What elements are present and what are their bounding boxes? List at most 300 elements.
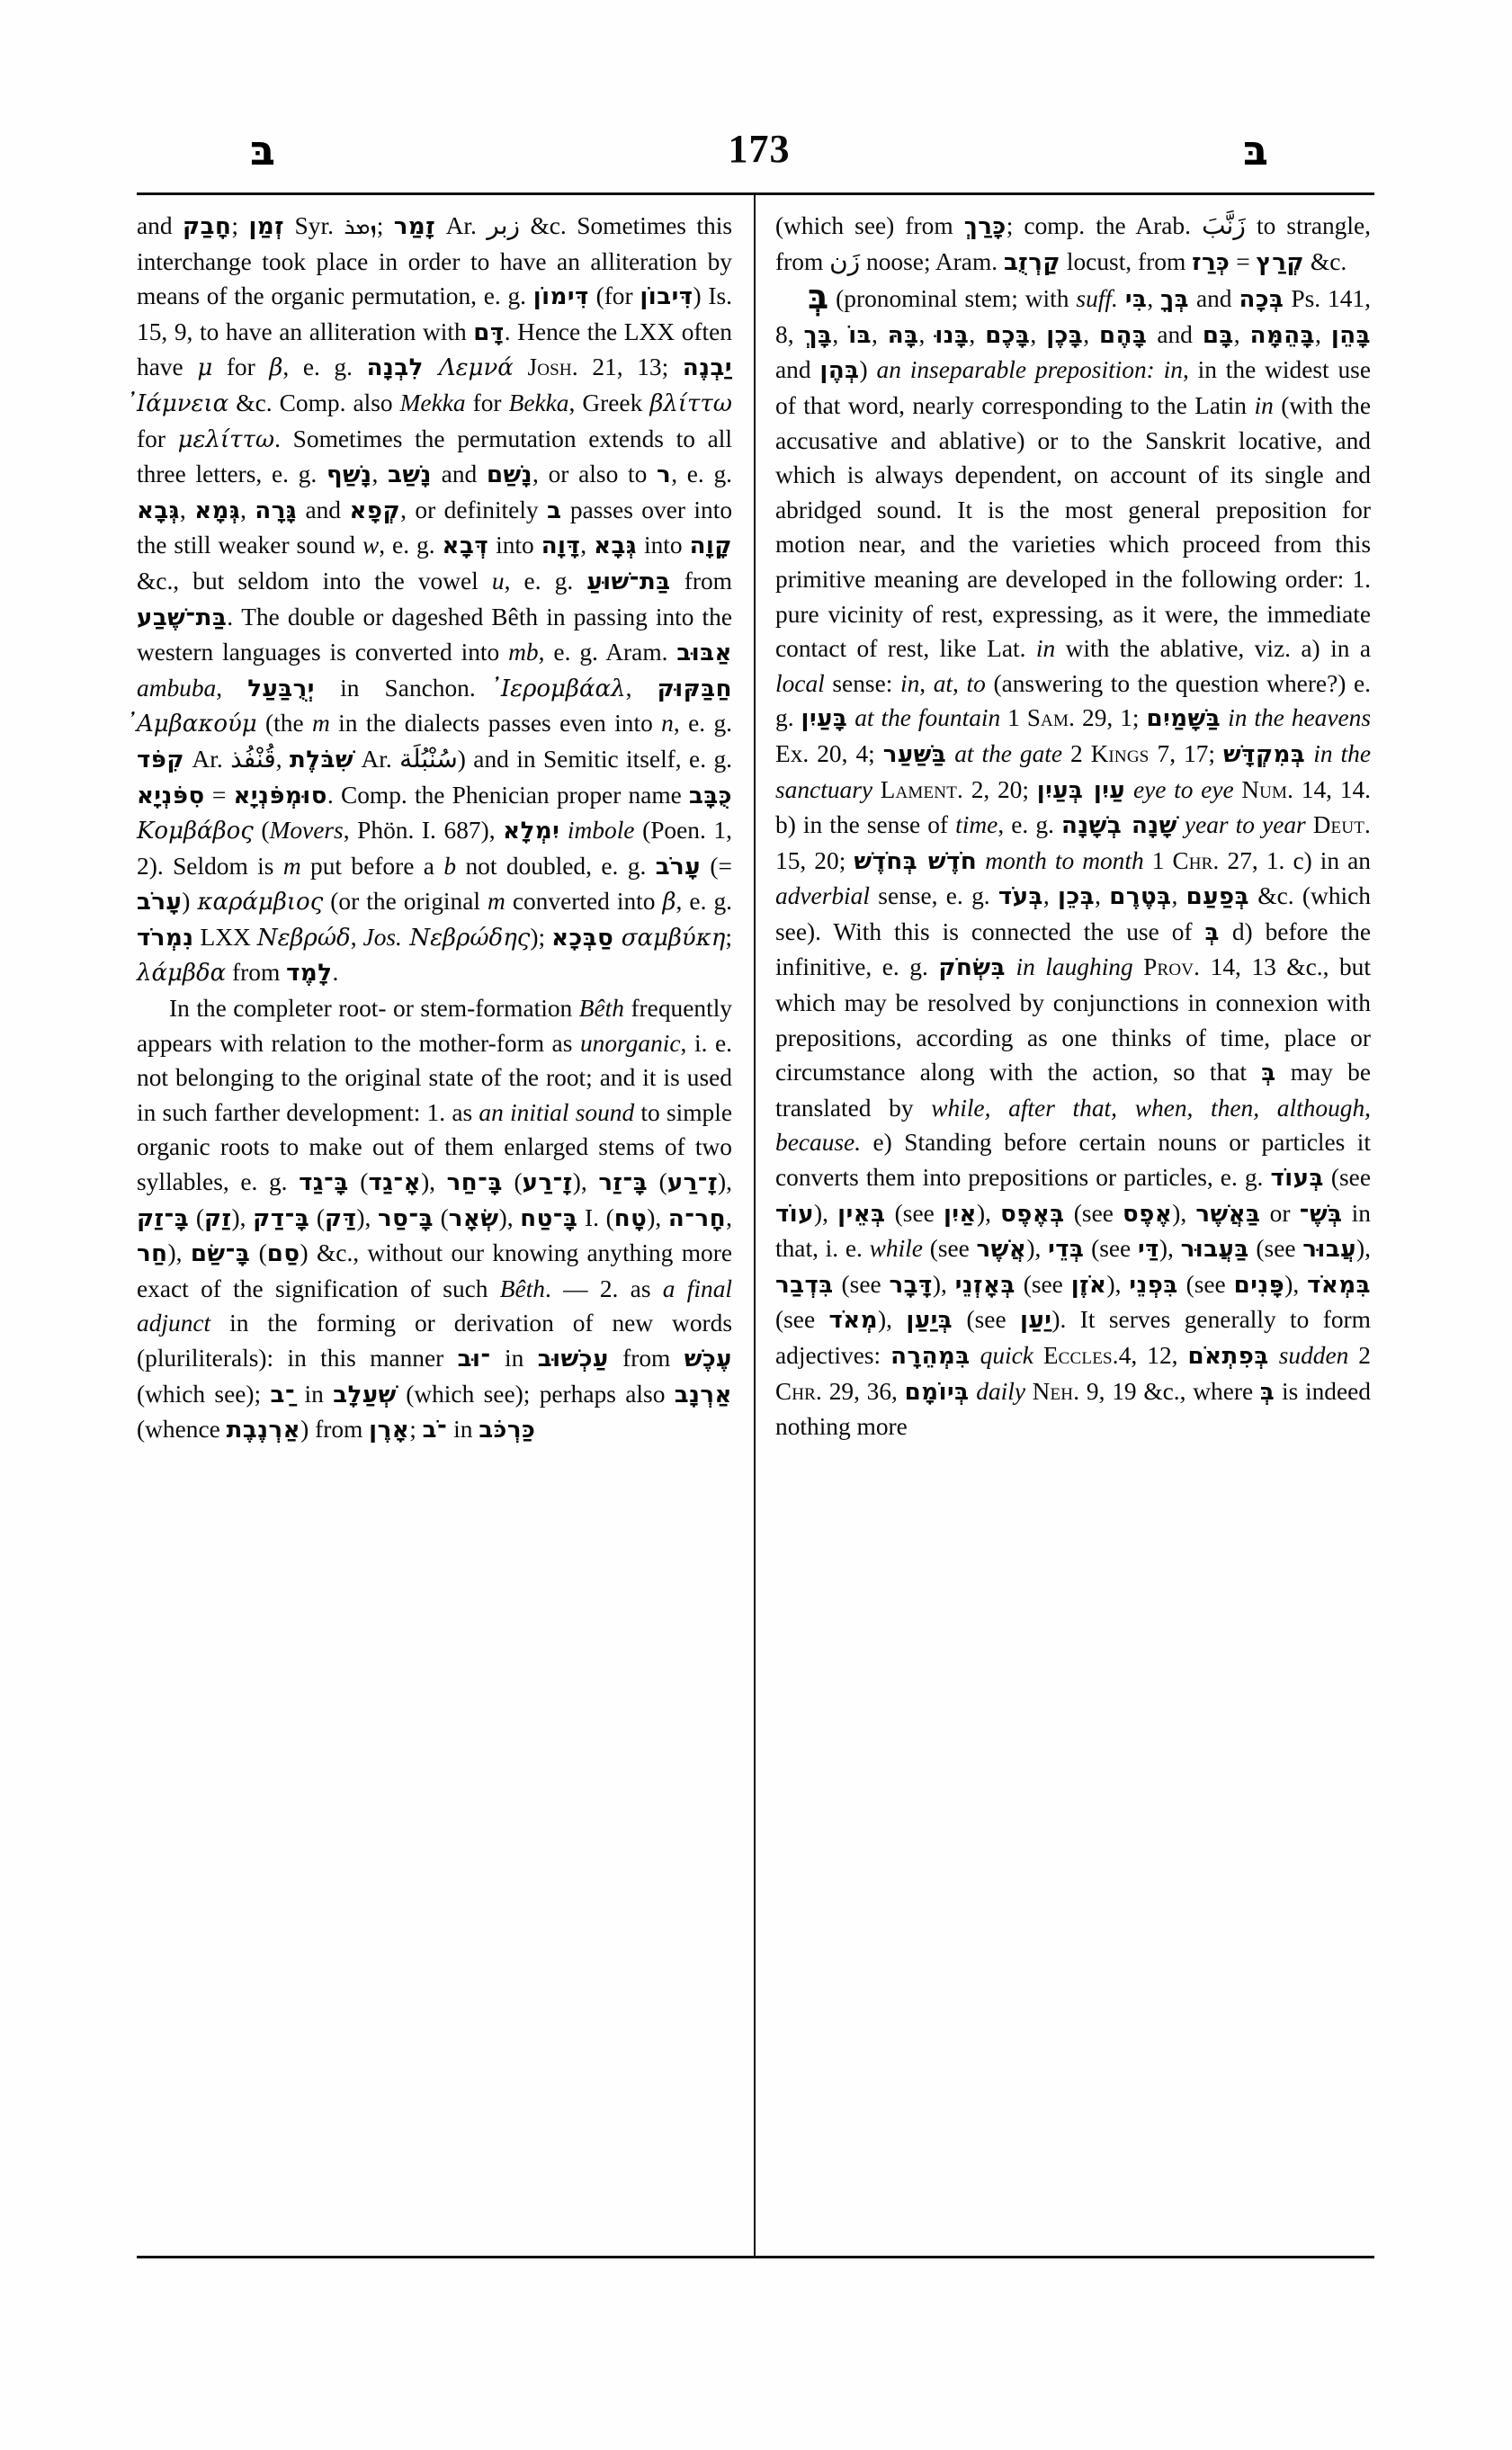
text-run: (see <box>833 1270 890 1298</box>
text-run: and <box>775 356 820 384</box>
text-run: ( <box>253 817 270 845</box>
hebrew-word: בָּהֵן <box>1330 321 1371 349</box>
para-continuation <box>775 209 1371 280</box>
hebrew-word: בִּמְאֹד <box>1307 1271 1371 1299</box>
text-run: put before a <box>300 852 444 880</box>
rule-bottom <box>137 2256 1374 2258</box>
text-run: d) before the infinitive, e. g. <box>775 917 1371 981</box>
hebrew-word: בִּשְׂחֹק <box>938 954 1006 982</box>
text-run: ), <box>572 1168 599 1196</box>
hebrew-word: בְּיַעַן <box>906 1307 953 1335</box>
italic-run: at the gate <box>946 739 1063 767</box>
text-run: . — 2. as <box>545 1274 663 1302</box>
hebrew-word: בָּכֶן <box>1046 321 1084 349</box>
hebrew-word: בְּעוֹד <box>1270 1165 1324 1193</box>
italic-run: w <box>362 532 380 559</box>
italic-run: mb <box>508 639 539 666</box>
italic-run: u <box>491 567 505 595</box>
hebrew-word: יִמְלָא <box>503 818 560 845</box>
text-run: ), <box>647 1203 668 1231</box>
reference-run: Lament. <box>880 775 963 803</box>
greek-word: λάμβδα <box>137 960 227 988</box>
hebrew-word: בְּךָ <box>1160 286 1189 314</box>
text-run <box>1118 285 1125 312</box>
text-run: . The double or dageshed Bêth in passing into the western languages is converted into <box>137 603 732 666</box>
hebrew-word: בָּ־זַר <box>598 1169 649 1197</box>
hebrew-word: בְּאֵין <box>837 1200 886 1228</box>
text-run: Ar. <box>353 745 400 773</box>
text-run: ; <box>409 1416 423 1444</box>
text-run: ) <box>182 888 198 916</box>
italic-run: in the sanctuary <box>775 739 1371 803</box>
text-run: , <box>179 496 195 523</box>
hebrew-word: בְּ <box>1204 918 1220 946</box>
hebrew-word: סִפֹּנְיָא <box>137 782 205 809</box>
text-run: ), <box>1159 1235 1181 1263</box>
hebrew-word: עֲבוּר <box>1302 1236 1356 1264</box>
greek-word: ̓Αμβακούμ <box>137 711 257 738</box>
para-interchange <box>137 209 732 991</box>
hebrew-word: שִׁבֹּלֶת <box>290 746 354 773</box>
text-run: , e. g. <box>998 811 1061 839</box>
text-run: 7, 17; <box>1149 739 1223 767</box>
text-run: , <box>919 669 934 697</box>
hebrew-word: קְפָא <box>349 496 401 524</box>
hebrew-word: קָוָה <box>689 532 732 560</box>
hebrew-word: טָח <box>613 1204 648 1232</box>
text-run: 2 <box>1348 1342 1371 1369</box>
text-run: for <box>212 353 270 381</box>
entry-beth-preposition <box>775 277 1372 1444</box>
hebrew-word: בִּמְהֵרָה <box>890 1343 971 1370</box>
page-number: 173 <box>728 127 791 171</box>
text-run <box>1306 811 1313 838</box>
text-run: Ps. 141, 8, <box>775 285 1371 348</box>
hebrew-word: ־ַב <box>270 1381 296 1408</box>
italic-run: imbole <box>559 817 635 845</box>
text-run: in <box>295 1380 334 1408</box>
hebrew-word: עָרֹב <box>137 889 183 917</box>
hebrew-word: אַרְנֶבֶת <box>226 1417 301 1444</box>
hebrew-word: חָר־ה <box>667 1204 727 1232</box>
reference-run: Kings <box>1090 739 1150 767</box>
text-run: 1 <box>1000 704 1027 732</box>
text-run: ), <box>1172 1199 1196 1227</box>
hebrew-word: עֶכֶשׁ <box>684 1346 732 1373</box>
italic-run: month to month <box>977 846 1144 874</box>
hebrew-word: אַבּוּב <box>676 639 732 667</box>
hebrew-word: בְּדֵי <box>1048 1236 1085 1264</box>
text-run: in that, i. e. <box>775 1199 1371 1263</box>
text-run: 4, 12, <box>1118 1342 1188 1369</box>
hebrew-word: נִמְרֹד <box>137 924 194 952</box>
hebrew-word: אָרֶן <box>369 1417 410 1444</box>
text-run: (see <box>922 1235 977 1263</box>
text-run: e) Standing before certain nouns or particles it converts them into prepositions or particles, e. g. <box>775 1129 1371 1192</box>
text-run: ), <box>932 1270 955 1298</box>
text-run <box>1033 1342 1043 1369</box>
italic-run: eye to eye <box>1125 775 1234 803</box>
text-run: or <box>1260 1199 1300 1227</box>
text-run: (whence <box>137 1416 227 1444</box>
entry-headword: בְּ <box>808 277 829 317</box>
italic-run: Bekka <box>508 389 569 416</box>
text-run: into <box>488 532 541 559</box>
italic-run: suff. <box>1076 285 1118 313</box>
hebrew-word: בִּי <box>1124 286 1148 314</box>
hebrew-word: זָ־רַע <box>667 1169 718 1197</box>
text-run: locust, from <box>1060 247 1193 275</box>
hebrew-word: אָ־גַד <box>368 1169 422 1197</box>
text-run: , <box>580 532 595 559</box>
italic-run: Jos. <box>362 923 402 951</box>
text-run: ), <box>814 1199 838 1227</box>
text-run: 1 <box>1143 846 1173 874</box>
text-run: from <box>226 959 287 987</box>
greek-word: ̓Ιάμνεια <box>137 389 229 417</box>
text-run: Ar. <box>184 745 231 773</box>
text-run: = <box>204 781 234 809</box>
text-run: 2, 20; <box>962 775 1037 803</box>
text-run: frequently appears with relation to the mother-form as <box>137 995 732 1057</box>
text-run: , e. g. <box>282 353 367 381</box>
arabic-word: زَن <box>829 246 861 276</box>
hebrew-word: בִּפְנֵי <box>1129 1271 1178 1299</box>
reference-run: Num. <box>1241 775 1294 803</box>
text-run: , <box>1315 320 1331 348</box>
syriac-word: ܙܡܪ <box>344 213 377 239</box>
hebrew-word: בָּהּ <box>887 321 919 349</box>
text-run: sense, e. g. <box>869 882 998 910</box>
text-run: , e. g. <box>504 567 587 595</box>
italic-run: sudden <box>1268 1342 1349 1369</box>
italic-run: in the heavens <box>1221 704 1372 732</box>
text-run: , <box>1095 882 1110 910</box>
text-run: in the dialects passes even into <box>329 710 662 738</box>
text-run: into <box>637 532 690 559</box>
text-run: , e. g. Aram. <box>538 639 677 666</box>
arabic-word: قُنْفُذ <box>230 743 276 773</box>
text-run: , i. e. not belonging to the original state of the root; and it is used in such farther development: 1. as <box>137 1029 732 1126</box>
hebrew-word: בְּמִקְדָּשׁ <box>1222 740 1306 768</box>
hebrew-word: בְּ <box>1259 1378 1275 1406</box>
text-run: ) &c., without our knowing anything more exact of the signification of such <box>137 1239 732 1302</box>
text-run: . Sometimes the permutation extends to all three letters, e. g. <box>137 425 732 488</box>
greek-word: Νεβρώδ <box>256 924 351 952</box>
italic-run: in <box>1254 391 1274 419</box>
hebrew-word: בַּאֲשֶׁר <box>1195 1200 1261 1228</box>
text-run: (which see) from <box>775 212 964 239</box>
hebrew-word: סַבְּכָא <box>551 924 614 952</box>
hebrew-word: גְּמָא <box>194 496 241 524</box>
hebrew-word: בָּ־שַׂם <box>190 1240 251 1268</box>
italic-run: to <box>966 669 986 697</box>
text-run: ), <box>717 1168 732 1196</box>
text-run: , <box>918 320 935 348</box>
text-run: Ex. 20, 4; <box>775 739 883 767</box>
hebrew-word: פָּנִים <box>1233 1271 1285 1299</box>
text-run: is indeed nothing more <box>775 1377 1371 1441</box>
greek-word: ̓Ιερομβάαλ <box>500 675 626 702</box>
hebrew-word: קִפֹּד <box>137 746 185 773</box>
italic-run: Mekka <box>399 389 466 416</box>
hebrew-word: בָּכֶם <box>985 321 1031 349</box>
text-run: ), <box>1355 1235 1371 1263</box>
text-run: Ar. <box>435 212 488 239</box>
italic-run: m <box>282 852 301 880</box>
italic-run: m <box>488 888 505 916</box>
greek-word: Λεμνά <box>423 354 514 382</box>
text-run: ), <box>976 1199 1001 1227</box>
text-run: (see <box>1248 1235 1303 1263</box>
text-run: (Poen. 1, 2). Seldom is <box>137 817 732 880</box>
hebrew-word: זַק <box>203 1204 232 1232</box>
text-run: may be translated by <box>775 1059 1371 1122</box>
text-run: , <box>625 674 658 702</box>
text-run: ), <box>231 1203 254 1231</box>
text-run: to simple organic roots to make out of them enlarged stems of two syllables, e. g. <box>137 1098 733 1196</box>
hebrew-word: זָמַר <box>393 213 436 240</box>
text-run: ), <box>498 1203 521 1231</box>
text-run: (pronominal stem; with <box>828 285 1077 313</box>
hebrew-word: סוּמְפֹּנְיָא <box>233 782 327 809</box>
reference-run: Chr. <box>1172 846 1220 874</box>
hebrew-word: נָשַׁם <box>486 461 533 489</box>
hebrew-word: בָּ־טַח <box>520 1204 578 1232</box>
greek-word: μελίττω <box>177 425 275 453</box>
text-run <box>1025 1378 1033 1405</box>
text-run: (see <box>1084 1235 1138 1263</box>
hebrew-word: בָּם <box>1202 321 1234 349</box>
text-run: . <box>332 959 339 987</box>
text-run: , <box>726 1203 732 1231</box>
column-left <box>137 209 732 1448</box>
text-run: , e. g. <box>671 460 733 488</box>
text-run: , <box>1171 882 1186 910</box>
text-run: for <box>465 389 509 416</box>
text-run: ), <box>1284 1270 1308 1298</box>
text-run: , e. g. <box>673 710 733 738</box>
reference-run: Sam. <box>1026 704 1076 732</box>
italic-run: at <box>933 669 953 697</box>
text-run: passes over into the still weaker sound <box>137 496 733 559</box>
italic-run: n <box>661 710 674 738</box>
hebrew-word: דַּק <box>324 1204 357 1232</box>
hebrew-word: בָּ־זַק <box>137 1204 190 1232</box>
hebrew-word: בְּשֶׁ־ <box>1299 1200 1343 1228</box>
text-run: (with the accusative and ablative) or to the Sanskrit locative, and which is always dependent, on account of its single and abridged sound. It is the most general preposition for motion near, and the varieties which proceed from this primitive meaning are developed in the following order: 1. pure vicinity of rest, expressing, as it were, the immediate contact of rest, like Lat. <box>775 391 1371 663</box>
hebrew-word: בָּ־חַר <box>446 1169 503 1197</box>
text-run: . Hence the LXX often have <box>137 317 732 381</box>
arabic-word: سُنْبُلَة <box>399 743 458 773</box>
italic-run: in <box>1035 635 1056 663</box>
text-run: ( <box>189 1203 204 1231</box>
reference-run: Josh. <box>513 353 578 381</box>
hebrew-word: זְמַן <box>248 213 285 240</box>
text-run: 29, 1; <box>1075 704 1147 732</box>
italic-run: b <box>443 852 457 880</box>
text-run: ), <box>167 1239 191 1267</box>
text-run: noose; Aram. <box>860 247 1004 275</box>
hebrew-word: גְּבָא <box>137 496 180 524</box>
hebrew-word: חֹדֶשׁ בְּחֹדֶשׁ <box>854 847 978 875</box>
hebrew-word: דִּימוֹן <box>532 283 589 311</box>
italic-run: ambuba <box>137 674 217 702</box>
text-run: (see <box>1064 1199 1123 1227</box>
running-head-letter-left: בּ <box>250 126 276 174</box>
hebrew-word: בְּפַעַם <box>1185 883 1249 911</box>
text-run: ), <box>421 1168 447 1196</box>
greek-word: μ <box>197 354 213 382</box>
italic-run: time <box>955 811 998 839</box>
hebrew-word: יַבְנֶה <box>682 354 732 382</box>
text-run: , <box>1233 320 1250 348</box>
hebrew-word: עַיִן בְּעַיִן <box>1036 776 1126 804</box>
text-run: with the ablative, viz. a) in a <box>1055 635 1371 663</box>
text-run: (for <box>588 282 640 310</box>
text-run: ) Is. 15, 9, to have an alliteration with <box>137 282 732 345</box>
hebrew-word: סַם <box>266 1240 300 1268</box>
hebrew-word: דָּם <box>473 318 505 346</box>
italic-run: Movers <box>269 817 344 845</box>
text-run: &c. Sometimes this interchange took place in order to have an alliteration by means of the organic permutation, e. g. <box>137 212 732 310</box>
hebrew-word: בְּטֶרֶם <box>1109 883 1172 911</box>
text-run: ), <box>878 1306 907 1334</box>
text-run: ; <box>376 212 394 239</box>
text-run: , <box>969 320 986 348</box>
text-run: sense: <box>824 669 900 697</box>
italic-run: in <box>899 669 920 697</box>
text-run: and <box>1147 320 1203 348</box>
greek-word: σαμβύκη <box>613 924 726 952</box>
text-run: ( <box>309 1203 325 1231</box>
italic-run: in laughing <box>1005 953 1133 981</box>
text-run: , <box>871 320 888 348</box>
text-run: I. ( <box>577 1203 614 1231</box>
greek-word: β <box>662 889 676 917</box>
text-run: , or definitely <box>400 496 548 523</box>
text-run: and <box>1189 285 1239 313</box>
text-run: 27, 1. c) in an <box>1219 846 1372 874</box>
greek-word: καράμβιος <box>197 889 324 917</box>
hebrew-word: זָ־רַע <box>522 1169 573 1197</box>
greek-word: Νεβρώδης <box>401 924 531 952</box>
hebrew-word: יַעַן <box>1020 1307 1052 1335</box>
reference-run: Prov. <box>1143 953 1201 981</box>
hebrew-word: בַּעֲבוּר <box>1180 1236 1249 1264</box>
text-run: 15, 20; <box>775 846 854 874</box>
hebrew-word: כֻּבָּב <box>689 782 732 809</box>
text-run: in <box>447 1416 479 1444</box>
italic-run: daily <box>969 1377 1026 1405</box>
text-run: , <box>1042 882 1059 910</box>
text-run: ( <box>250 1239 267 1267</box>
text-run: ), <box>356 1203 379 1231</box>
hebrew-word: בְּכֵן <box>1058 883 1096 911</box>
hebrew-word: דִּיבוֹן <box>640 283 693 311</box>
hebrew-word: שְׂאָר <box>448 1204 499 1232</box>
italic-run: Bêth <box>578 995 624 1023</box>
greek-word: βλίττω <box>649 389 732 417</box>
text-run: ; <box>231 212 249 239</box>
hebrew-word: לָמֶד <box>286 960 333 988</box>
hebrew-word: כַּרְכֹּב <box>479 1417 536 1444</box>
hebrew-word: ־וּב <box>457 1346 491 1373</box>
arabic-word: زبر <box>487 210 521 240</box>
hebrew-word: יְרֻבַּעַל <box>247 675 315 702</box>
hebrew-word: גָּרָה <box>255 496 297 524</box>
hebrew-word: בִּדְבַר <box>775 1271 834 1299</box>
hebrew-word: חַבַּקּוּק <box>657 675 732 702</box>
running-head <box>135 106 1376 174</box>
text-run: , <box>350 923 363 951</box>
hebrew-word: בָּ־סַר <box>378 1204 434 1232</box>
hebrew-word: בָּהֶם <box>1099 321 1148 349</box>
text-run: &c. (which see). With this is connected the use of <box>775 882 1371 945</box>
hebrew-word: בַּת־שׁוּעַ <box>586 568 671 595</box>
text-run: not doubled, e. g. <box>456 852 656 880</box>
text-run: ; comp. the Arab. <box>1006 212 1203 239</box>
hebrew-word: בָּהֵמָּה <box>1249 321 1316 349</box>
text-run: (see <box>885 1199 944 1227</box>
text-run: (see <box>1015 1270 1071 1298</box>
text-run: In the completer root- or stem-formation <box>169 995 579 1023</box>
hebrew-word: גְּבָא <box>594 532 637 560</box>
rule-top <box>137 192 1374 195</box>
text-run: = <box>1230 247 1257 275</box>
italic-run: unorganic <box>579 1029 681 1057</box>
text-run: , <box>832 320 849 348</box>
text-run: (see <box>1177 1270 1234 1298</box>
hebrew-word: מְאֹד <box>828 1307 879 1335</box>
text-run: (which see); <box>137 1380 271 1408</box>
column-right <box>775 209 1371 1444</box>
text-run: from <box>608 1345 684 1372</box>
hebrew-word: בְּיוֹמָם <box>904 1378 970 1406</box>
hebrew-word: בְּאֶפֶס <box>1000 1200 1065 1228</box>
italic-run: while <box>869 1235 923 1263</box>
hebrew-word: אַרְנָב <box>674 1381 732 1408</box>
hebrew-word: נָשַׁף <box>326 461 372 489</box>
text-run: (which see); perhaps also <box>396 1380 675 1408</box>
italic-run: an inseparable preposition: in <box>876 356 1183 384</box>
text-run: ( <box>434 1203 449 1231</box>
text-run: ) and in Semitic itself, e. g. <box>457 745 732 773</box>
hebrew-word: עוֹד <box>775 1200 815 1228</box>
hebrew-word: בָּעַיִן <box>801 705 848 733</box>
hebrew-word: כָּרַךְ <box>963 213 1007 240</box>
hebrew-word: אַיִן <box>943 1200 977 1228</box>
text-run: , e. g. <box>675 888 732 916</box>
text-run: , <box>1030 320 1047 348</box>
text-run: ) <box>859 356 877 384</box>
hebrew-word: כְּרַז <box>1192 248 1230 276</box>
hebrew-word: דַּי <box>1137 1236 1159 1264</box>
text-run: ). It serves generally to form adjectives: <box>775 1306 1371 1369</box>
text-run: in the forming or derivation of new words (pluriliterals): in this manner <box>137 1310 732 1372</box>
italic-run: adverbial <box>775 882 870 910</box>
text-run: 29, 36, <box>821 1377 905 1405</box>
text-run: ); <box>530 923 552 951</box>
text-run: , <box>953 669 967 697</box>
text-run: ( <box>348 1168 369 1196</box>
text-run: (see <box>953 1306 1021 1334</box>
italic-run: at the fountain <box>847 704 1001 732</box>
italic-run: year to year <box>1176 811 1306 839</box>
reference-run: Eccles. <box>1042 1342 1119 1369</box>
hebrew-word: דָּוָה <box>541 532 581 560</box>
text-run: Syr. <box>284 212 344 239</box>
